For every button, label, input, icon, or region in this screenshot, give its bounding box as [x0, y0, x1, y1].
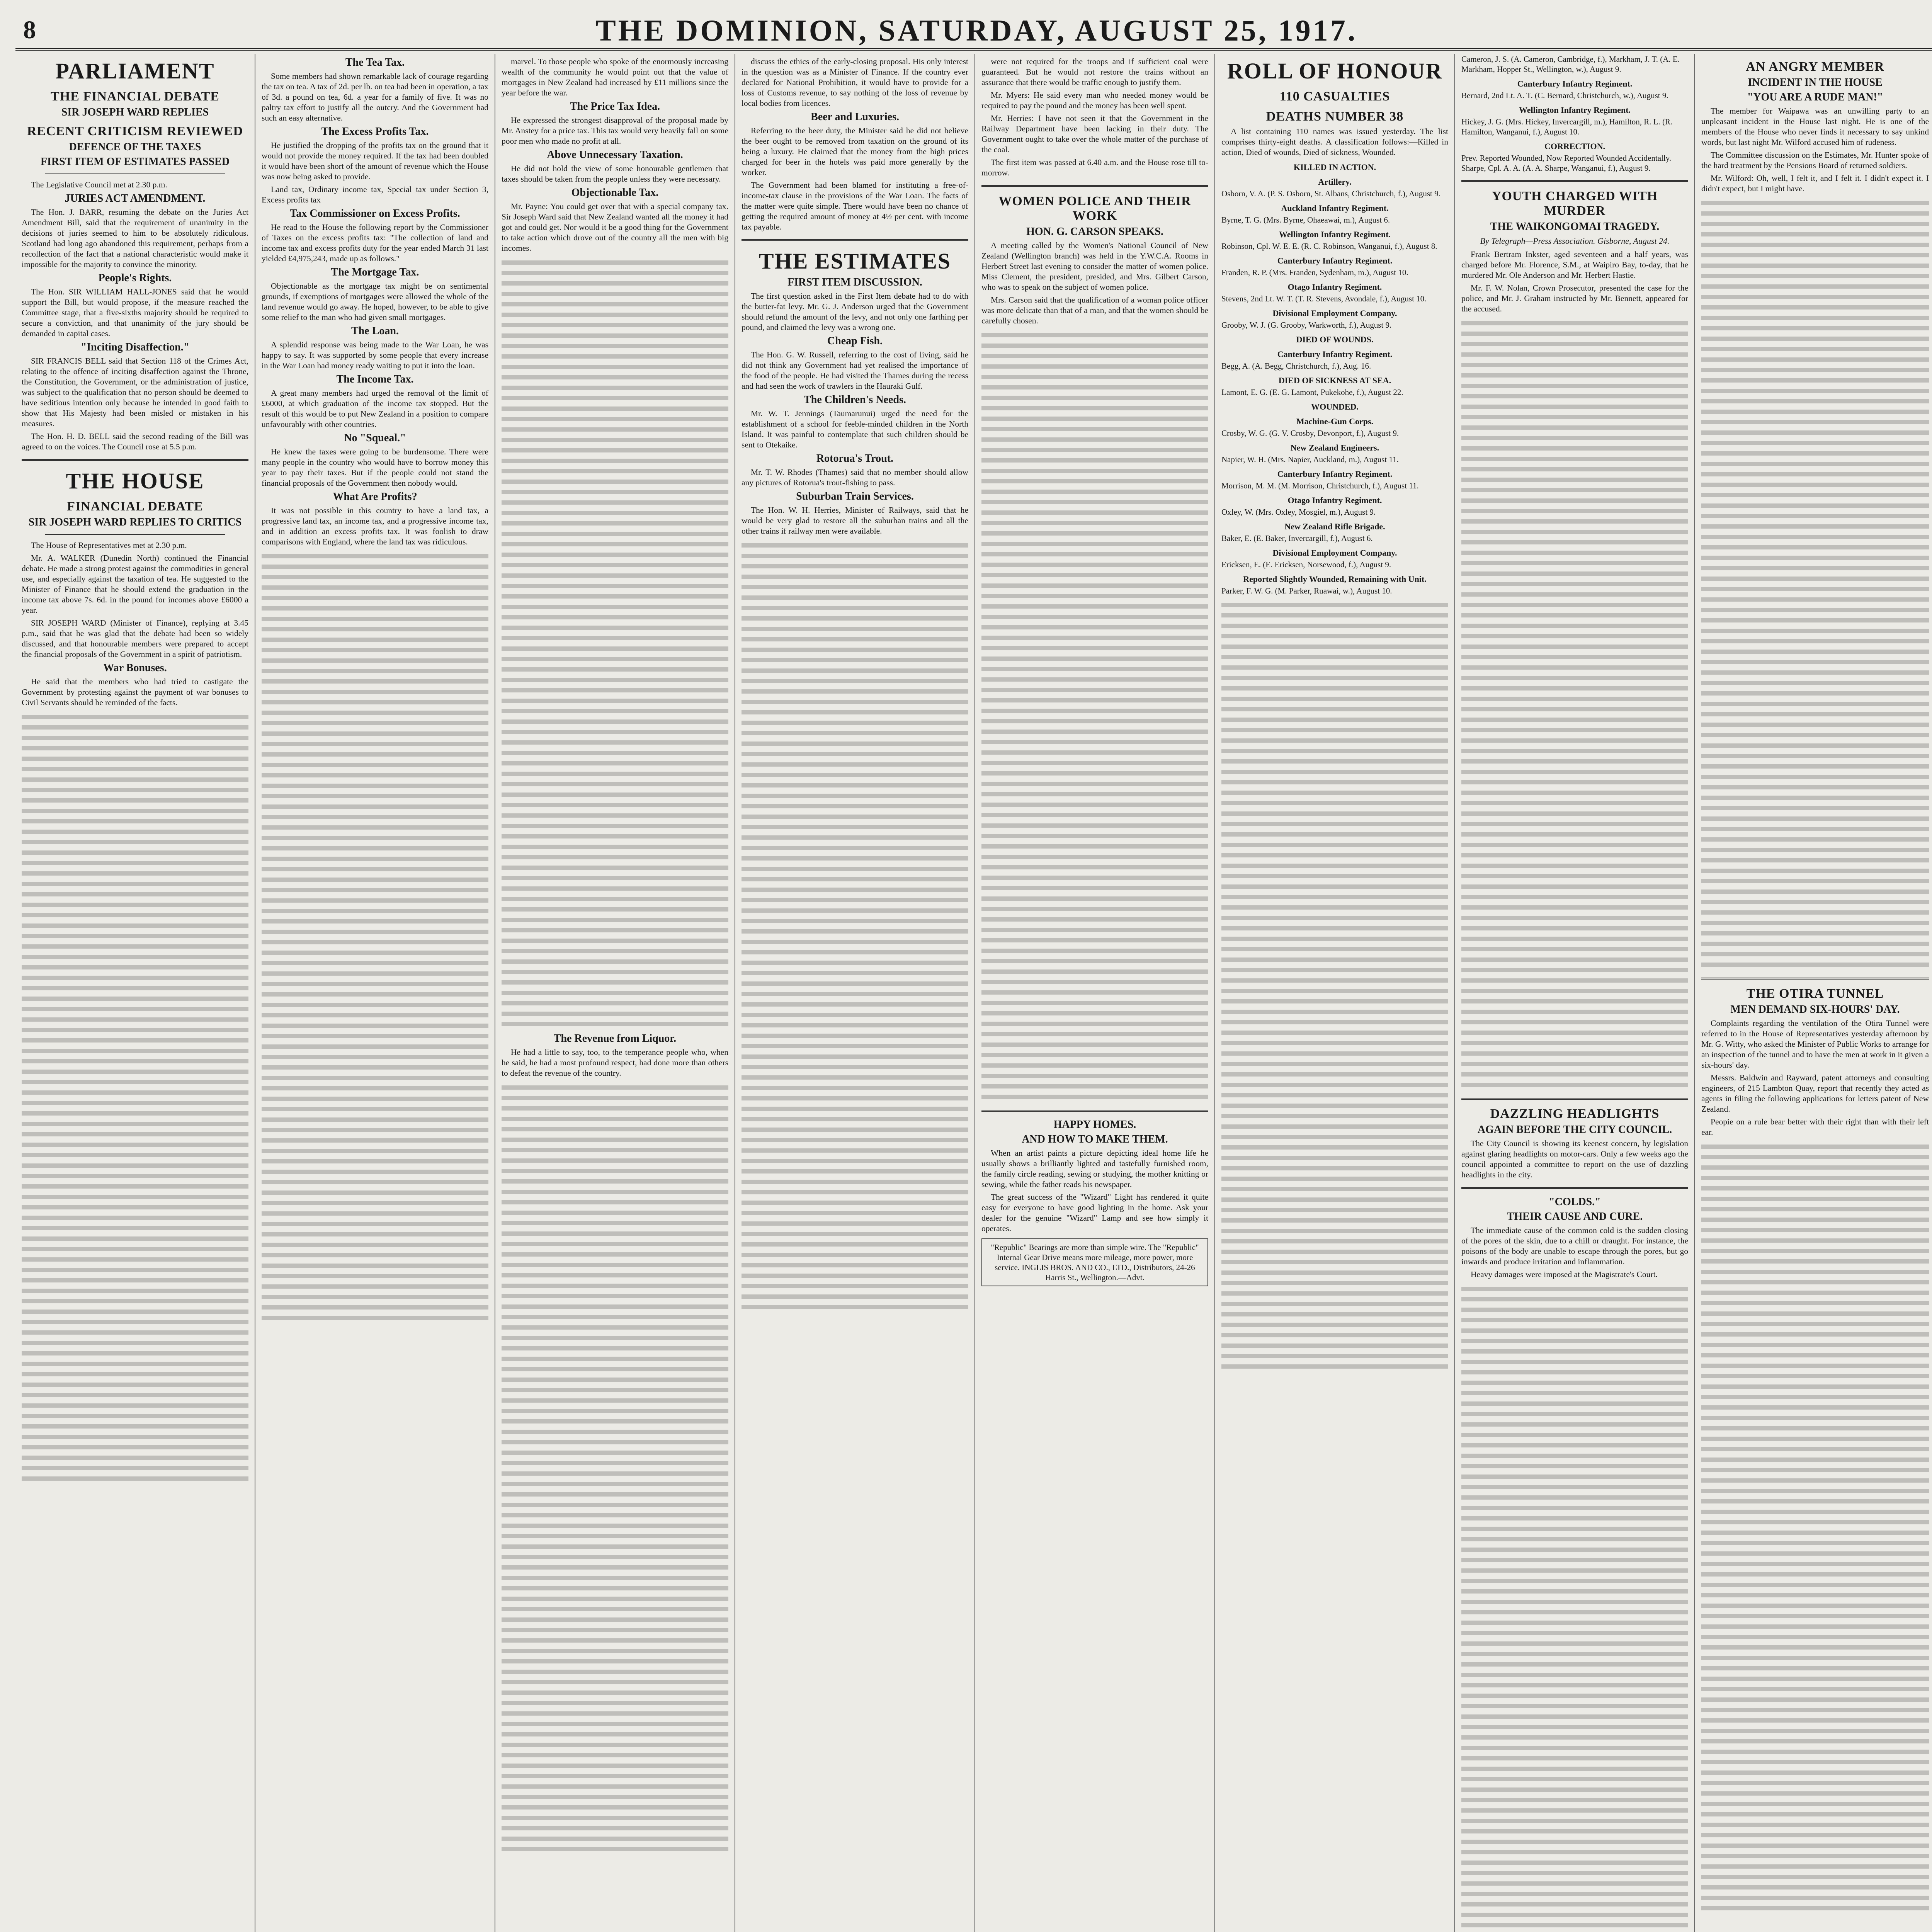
article-paragraph: He justified the dropping of the profits tax on the ground that it would not provide the money required. If the tax had been doubled it would have been short of the amount of revenue which the House was now being asked to provide.: [262, 141, 488, 181]
headline-women-police: WOMEN POLICE AND THEIR WORK: [998, 194, 1191, 223]
divider: [45, 534, 225, 535]
casualty-entry: Prev. Reported Wounded, Now Reported Wounded Accidentally. Sharpe, Cpl. A. A. (A. A. Sharpe, Wanganui, f.), August 9.: [1461, 153, 1672, 173]
article-paragraph: The Hon. J. BARR, resuming the debate on the Juries Act Amendment Bill, said that the requirement of unanimity in the decisions of juries seemed to him to be absolutely ridiculous. Scotland had long ago abandoned this requirement, perhaps from a recollection of the fact that a national characteristic would make it impossible for the majority to convince the minority.: [22, 207, 248, 269]
unit-head: Artillery.: [1318, 177, 1352, 187]
subhead-mortgage-tax: The Mortgage Tax.: [331, 266, 419, 278]
headline-parliament: PARLIAMENT: [55, 58, 215, 83]
subhead-what-are-profits: What Are Profits?: [333, 491, 417, 503]
headline-colds: "COLDS.": [1549, 1196, 1601, 1208]
article-paragraph: The Hon. G. W. Russell, referring to the cost of living, said he did not think any Government had yet realised the importance of the food of the people. He had visited the Thames during the recess and had seen the work of trawlers in the Hauraki Gulf.: [742, 350, 968, 391]
casualty-entry: Oxley, W. (Mrs. Oxley, Mosgiel, m.), August 9.: [1221, 507, 1376, 517]
subhead-income-tax: The Income Tax.: [336, 373, 414, 385]
article-paragraph: The Hon. W. H. Herries, Minister of Railways, said that he would be very glad to restore all the suburban trains and all the other trains if railway men were available.: [742, 505, 968, 536]
page-number: 8: [23, 16, 36, 44]
article-paragraph: The Legislative Council met at 2.30 p.m.: [31, 180, 167, 189]
section-died-sea: DIED OF SICKNESS AT SEA.: [1278, 376, 1391, 385]
divider: [981, 1110, 1208, 1112]
article-paragraph: He read to the House the following report by the Commissioner of Taxes on the excess profits tax: "The collection of land and income tax and excess profits duty for the year ended March 31 last yielded £4,975,243, made up as follows.": [262, 223, 488, 263]
headline-roll-of-honour: ROLL OF HONOUR: [1227, 58, 1443, 83]
article-paragraph: The first question asked in the First Item debate had to do with the butter-fat levy. Mr. G. J. Anderson urged that the Government should refund the amount of the levy, and not only one farthing per pound, and claimed the levy was a wrong one.: [742, 291, 968, 332]
divider: [1461, 1098, 1688, 1100]
unit-head: New Zealand Engineers.: [1290, 443, 1379, 452]
subhead-casualties: 110 CASUALTIES: [1279, 89, 1390, 104]
article-paragraph: The great success of the "Wizard" Light has rendered it quite easy for everyone to have good lighting in the home. Ask your dealer for the genuine "Wizard" Lamp and see how simply it operates.: [981, 1192, 1208, 1233]
subhead-carson-speaks: HON. G. CARSON SPEAKS.: [1026, 226, 1163, 238]
section-correction: CORRECTION.: [1544, 141, 1605, 151]
column-4: [735, 54, 975, 1932]
text-block: [1461, 318, 1688, 1091]
article-paragraph: He expressed the strongest disapproval of the proposal made by Mr. Anstey for a price tax. This tax would very heavily fall on some poor men who made no profit at all.: [502, 116, 728, 146]
subhead-defence: DEFENCE OF THE TAXES: [69, 141, 201, 153]
divider: [45, 173, 225, 174]
casualty-entry: Begg, A. (A. Begg, Christchurch, f.), Aug. 16.: [1221, 361, 1371, 371]
article-paragraph: were not required for the troops and if sufficient coal were guaranteed. But he would not restore the trains without an assurance that there would be traffic enough to justify them.: [981, 57, 1208, 87]
casualty-entry: Stevens, 2nd Lt. W. T. (T. R. Stevens, Avondale, f.), August 10.: [1221, 294, 1427, 303]
article-paragraph: Mr. F. W. Nolan, Crown Prosecutor, presented the case for the police, and Mr. J. Graham instructed by Mr. Bennett, appeared for the accused.: [1461, 283, 1688, 313]
article-paragraph: Frank Bertram Inkster, aged seventeen and a half years, was charged before Mr. Florence, S.M., at Waipiro Bay, to-day, that he murdered Mr. Ole Anderson and Mr. Herbert Hastie.: [1461, 250, 1688, 280]
subhead-objectionable-tax: Objectionable Tax.: [571, 187, 659, 199]
casualty-entry: Baker, E. (E. Baker, Invercargill, f.), August 6.: [1221, 534, 1373, 543]
text-block: [1701, 1141, 1929, 1914]
subhead-tax-commissioner: Tax Commissioner on Excess Profits.: [290, 207, 460, 219]
subhead-inciting: "Inciting Disaffection.": [80, 341, 190, 353]
unit-head: Divisional Employment Company.: [1272, 308, 1397, 318]
article-paragraph: He said that the members who had tried to castigate the Government by protesting against the payment of war bonuses to Civil Servants should be reminded of the facts.: [22, 677, 248, 707]
article-paragraph: SIR FRANCIS BELL said that Section 118 of the Crimes Act, relating to the offence of inciting disaffection against the Throne, the Constitution, the Government, or the administration of justice, was subject to the qualification that no person should be deemed to have seditious intention only because he intended in good faith to show that His Majesty had been misled or mistaken in his measures.: [22, 356, 248, 428]
article-paragraph: Mr. W. T. Jennings (Taumarunui) urged the need for the establishment of a school for feeble-minded children in the North Island. It was painful to contemplate that such children should be sent to Otekaike.: [742, 409, 968, 449]
section-wounded: WOUNDED.: [1311, 402, 1359, 412]
casualty-entry: Hickey, J. G. (Mrs. Hickey, Invercargill, m.), Hamilton, R. L. (R. Hamilton, Wanganui, f.), August 10.: [1461, 117, 1673, 136]
headline-angry-member: AN ANGRY MEMBER: [1746, 60, 1884, 74]
article-paragraph: Mr. A. WALKER (Dunedin North) continued the Financial debate. He made a strong protest against the commodities in general use, and especially against the taxation of tea. He suggested to the Minister of Finance that he should extend the graduation in the income tax above 7s. 6d. in the pound for incomes above £6000 a year.: [22, 553, 248, 615]
casualty-entry: Byrne, T. G. (Mrs. Byrne, Ohaeawai, m.), August 6.: [1221, 215, 1390, 224]
article-paragraph: Mr. T. W. Rhodes (Thames) said that no member should allow any pictures of Rotorua's trout-fishing to pass.: [742, 468, 968, 487]
subhead-war-bonuses: War Bonuses.: [103, 662, 167, 674]
masthead: [15, 12, 1932, 51]
article-paragraph: Peopie on a rule bear better with their right than with their left ear.: [1701, 1117, 1929, 1137]
subhead-first-item: FIRST ITEM OF ESTIMATES PASSED: [40, 156, 230, 168]
casualty-entry: Morrison, M. M. (M. Morrison, Christchurch, f.), August 11.: [1221, 481, 1419, 490]
article-paragraph: A list containing 110 names was issued yesterday. The list comprises thirty-eight deaths. A classification follows:—Killed in action, Died of wounds, Died of sickness, Wounded.: [1221, 127, 1448, 157]
subhead-excess-profits: The Excess Profits Tax.: [321, 126, 429, 138]
text-block: [502, 1082, 728, 1855]
section-killed: KILLED IN ACTION.: [1293, 162, 1376, 172]
subhead-beer-luxuries: Beer and Luxuries.: [811, 111, 899, 123]
subhead-childrens-needs: The Children's Needs.: [804, 394, 906, 406]
casualty-entry: Robinson, Cpl. W. E. E. (R. C. Robinson, Wanganui, f.), August 8.: [1221, 242, 1437, 251]
article-paragraph: He had a little to say, too, to the temperance people who, when he said, he had a most profound respect, had done more than others to defeat the revenue of the country.: [502, 1048, 728, 1078]
subhead-ward-replies: SIR JOSEPH WARD REPLIES: [61, 106, 209, 118]
headline-financial-debate-2: FINANCIAL DEBATE: [67, 499, 203, 514]
article-paragraph: Some members had shown remarkable lack of courage regarding the tax on tea. A tax of 2d. per lb. on tea had been in operation, a tax of 3d. a pound on tea, 6d. a year for a family of five. It was no paltry tax effort to justify all the outcry. And the Government had such an easy alternative.: [262, 71, 488, 122]
casualty-entry: Osborn, V. A. (P. S. Osborn, St. Albans, Christchurch, f.), August 9.: [1221, 189, 1440, 198]
article-paragraph: A splendid response was being made to the War Loan, he was happy to say. It was supported by some people that every increase in the War Loan had money ready waiting to put it into the loan.: [262, 340, 488, 370]
article-paragraph: Mr. Wilford: Oh, well, I felt it, and I felt it. I didn't expect it. I didn't expect, but I might have.: [1701, 173, 1929, 193]
headline-the-house: THE HOUSE: [66, 468, 204, 493]
text-block: [1701, 198, 1929, 971]
subhead-incident: INCIDENT IN THE HOUSE: [1748, 77, 1883, 88]
divider: [981, 185, 1208, 187]
subhead-loan: The Loan.: [351, 325, 399, 337]
article-paragraph: The Government had been blamed for instituting a free-of-income-tax clause in the provisions of the War Loan. The facts of the matter were quite simple. There would have been no chance of getting the required amount of money at 4½ per cent. with income tax payable.: [742, 180, 968, 231]
article-paragraph: Mrs. Carson said that the qualification of a woman police officer was more delicate than that of a man, and that the women should be carefully chosen.: [981, 295, 1208, 325]
article-paragraph: The City Council is showing its keenest concern, by legislation against glaring headlights on motor-cars. Only a few weeks ago the council appointed a committee to report on the use of dazzling headlights in the city.: [1461, 1139, 1688, 1179]
column-3: [495, 54, 735, 1932]
headline-otira-tunnel: THE OTIRA TUNNEL: [1746, 986, 1884, 1001]
casualty-entry: Franden, R. P. (Mrs. Franden, Sydenham, m.), August 10.: [1221, 268, 1408, 277]
subhead-suburban-trains: Suburban Train Services.: [796, 490, 914, 502]
divider: [1461, 180, 1688, 182]
unit-head: Auckland Infantry Regiment.: [1281, 203, 1389, 213]
article-paragraph: discuss the ethics of the early-closing proposal. His only interest in the question was as a Minister of Finance. If the country ever declared for National Prohibition, it would have to provide for a loss of Customs revenue, to say nothing of the loss of revenue by local bodies from licences.: [742, 57, 968, 108]
casualty-entry: Lamont, E. G. (E. G. Lamont, Pukekohe, f.), August 22.: [1221, 388, 1403, 397]
column-2: [255, 54, 495, 1932]
subhead-peoples-rights: People's Rights.: [98, 272, 172, 284]
unit-head: Otago Infantry Regiment.: [1287, 282, 1382, 292]
subhead-cheap-fish: Cheap Fish.: [827, 335, 883, 347]
masthead-title: THE DOMINION, SATURDAY, AUGUST 25, 1917.: [595, 14, 1358, 47]
columns: [15, 54, 1932, 1932]
casualty-entry: Ericksen, E. (E. Ericksen, Norsewood, f.), August 9.: [1221, 560, 1391, 569]
section-died-wounds: DIED OF WOUNDS.: [1296, 335, 1374, 344]
article-paragraph: It was not possible in this country to have a land tax, a progressive land tax, an income tax, and a progressive income tax, and in addition an excess profits tax. It was foolish to draw comparisons with England, where the land tax was ridiculous.: [262, 506, 488, 546]
casualty-entry: Napier, W. H. (Mrs. Napier, Auckland, m.), August 11.: [1221, 455, 1399, 464]
subhead-how-to-make: AND HOW TO MAKE THEM.: [1022, 1133, 1168, 1145]
column-8: [1695, 54, 1932, 1932]
headline-financial-debate: THE FINANCIAL DEBATE: [51, 89, 219, 104]
article-paragraph: Heavy damages were imposed at the Magistrate's Court.: [1471, 1270, 1658, 1279]
article-paragraph: Referring to the beer duty, the Minister said he did not believe the beer ought to be removed from taxation on the ground of its being a luxury. He claimed that the money from the high prices charged for beer in the hotels was paid more generally by the worker.: [742, 126, 968, 177]
subhead-cause-cure: THEIR CAUSE AND CURE.: [1507, 1211, 1643, 1223]
subhead-first-item-discussion: FIRST ITEM DISCUSSION.: [787, 276, 922, 288]
article-paragraph: A great many members had urged the removal of the limit of £6000, at which graduation of the income tax stopped. But the result of this would be to put New Zealand in a position to compare unfavourably with other countries.: [262, 388, 488, 429]
divider: [1461, 1187, 1688, 1189]
subhead-unnecessary-taxation: Above Unnecessary Taxation.: [547, 149, 683, 161]
article-paragraph: The Hon. H. D. BELL said the second reading of the Bill was agreed to on the voices. The Council rose at 5.5 p.m.: [22, 432, 248, 451]
article-paragraph: He did not hold the view of some honourable gentlemen that taxes should be taken from the people unless they were necessary.: [502, 164, 728, 184]
article-paragraph: Complaints regarding the ventilation of the Otira Tunnel were referred to in the House of Representatives yesterday afternoon by Mr. G. Witty, who asked the Minister of Public Works to arrange for an inspection of the tunnel and to have the men at work in it given a six-hours' day.: [1701, 1019, 1929, 1070]
column-1: [15, 54, 255, 1932]
article-paragraph: The first item was passed at 6.40 a.m. and the House rose till to-morrow.: [981, 158, 1208, 177]
divider: [1701, 978, 1929, 980]
headline-dazzling-headlights: DAZZLING HEADLIGHTS: [1490, 1107, 1660, 1121]
divider: [742, 239, 968, 241]
headline-youth-murder: YOUTH CHARGED WITH MURDER: [1492, 189, 1658, 218]
article-paragraph: Mr. Myers: He said every man who needed money would be required to pay the pound and the money has been well spent.: [981, 90, 1208, 110]
casualty-entry: Crosby, W. G. (G. V. Crosby, Devonport, f.), August 9.: [1221, 429, 1399, 438]
unit-head: Reported Slightly Wounded, Remaining with Unit.: [1243, 574, 1427, 584]
text-block: [502, 257, 728, 1030]
subhead-no-squeal: No "Squeal.": [344, 432, 406, 444]
headline-estimates: THE ESTIMATES: [759, 248, 951, 274]
unit-head: Otago Infantry Regiment.: [1287, 495, 1382, 505]
subhead-ward-replies-critics: SIR JOSEPH WARD REPLIES TO CRITICS: [28, 516, 242, 528]
unit-head: Machine-Gun Corps.: [1296, 417, 1374, 426]
unit-head: New Zealand Rifle Brigade.: [1284, 522, 1385, 531]
article-paragraph: The Committee discussion on the Estimates, Mr. Hunter spoke of the hard treatment by the Pensions Board of returned soldiers.: [1701, 150, 1929, 170]
subhead-criticism: RECENT CRITICISM REVIEWED: [27, 124, 243, 138]
subhead-tragedy: THE WAIKONGOMAI TRAGEDY.: [1490, 221, 1660, 233]
article-paragraph: Mr. Herries: I have not seen it that the Government in the Railway Department have been lacking in their duty. The Government ought to take over the whole matter of the purchase of the coal.: [981, 114, 1208, 154]
column-6: [1215, 54, 1455, 1932]
tax-table: Land tax, Ordinary income tax, Special tax under Section 3, Excess profits tax: [262, 185, 488, 204]
article-paragraph: The House of Representatives met at 2.30 p.m.: [31, 541, 187, 550]
subhead-liquor-revenue: The Revenue from Liquor.: [553, 1032, 677, 1044]
subhead-price-tax: The Price Tax Idea.: [570, 100, 660, 112]
column-5: [975, 54, 1215, 1932]
article-paragraph: marvel. To those people who spoke of the enormously increasing wealth of the community he would point out that the value of mortgages in New Zealand had increased by £11 millions since the year before the war.: [502, 57, 728, 97]
headline-happy-homes: HAPPY HOMES.: [1053, 1119, 1136, 1131]
advertisement-republic: "Republic" Bearings are more than simple wire. The "Republic" Internal Gear Drive means more mileage, more power, more service. INGLIS BROS. AND CO., LTD., Distributors, 24-26 Harris St., Wellington.—Advt.: [981, 1238, 1208, 1286]
subhead-city-council: AGAIN BEFORE THE CITY COUNCIL.: [1477, 1124, 1672, 1136]
article-paragraph: A meeting called by the Women's National Council of New Zealand (Wellington branch) was held in the Y.W.C.A. Rooms in Herbert Street last evening to consider the matter of women police. Miss Clement, the president, presided, and Mrs. Gilbert Carson, who was to speak on the subject of women police.: [981, 241, 1208, 292]
text-block: [742, 540, 968, 1313]
unit-head: Canterbury Infantry Regiment.: [1517, 79, 1633, 88]
unit-head: Canterbury Infantry Regiment.: [1277, 256, 1393, 265]
unit-head: Canterbury Infantry Regiment.: [1277, 469, 1393, 479]
article-paragraph: The Hon. SIR WILLIAM HALL-JONES said that he would support the Bill, but would propose, if the measure reached the Committee stage, that a five-sixths majority should be required to secure a conviction, and that unanimity of the jury should be demanded in capital cases.: [22, 287, 248, 338]
casualty-entry: Bernard, 2nd Lt. A. T. (C. Bernard, Christchurch, w.), August 9.: [1461, 91, 1668, 100]
subhead-rude-man: "YOU ARE A RUDE MAN!": [1747, 91, 1883, 103]
article-paragraph: Mr. Payne: You could get over that with a special company tax. Sir Joseph Ward said that New Zealand wanted all the money it had got and could get. Nor would it be a good thing for the Government to take action which drove out of the country all the men with big incomes.: [502, 202, 728, 253]
casualty-entry: Parker, F. W. G. (M. Parker, Ruawai, w.), August 10.: [1221, 586, 1392, 595]
casualty-entry: Grooby, W. J. (G. Grooby, Warkworth, f.), August 9.: [1221, 320, 1392, 330]
article-paragraph: Messrs. Baldwin and Rayward, patent attorneys and consulting engineers, of 215 Lambton Quay, report that recently they acted as agents in filing the following applications for letters patent of New Zealand.: [1701, 1073, 1929, 1114]
subhead-deaths: DEATHS NUMBER 38: [1266, 109, 1404, 124]
article-paragraph: When an artist paints a picture depicting ideal home life he usually shows a brilliantly lighted and tastefully furnished room, the family circle reading, sewing or studying, the mother knitting or sewing, while the father reads his newspaper.: [981, 1148, 1208, 1189]
casualty-entry: Cameron, J. S. (A. Cameron, Cambridge, f.), Markham, J. T. (A. E. Markham, Hopper St., Wellington, w.), August 9.: [1461, 54, 1680, 74]
article-paragraph: SIR JOSEPH WARD (Minister of Finance), replying at 3.45 p.m., said that he was glad that the debate had been so widely discussed, and that honourable members were prepared to accept the financial proposals of the Government in a spirit of patriotism.: [22, 618, 248, 659]
unit-head: Canterbury Infantry Regiment.: [1277, 349, 1393, 359]
subhead-juries: JURIES ACT AMENDMENT.: [65, 192, 206, 204]
subhead-tea-tax: The Tea Tax.: [345, 56, 405, 68]
text-block: [981, 330, 1208, 1103]
text-block: [1461, 1284, 1688, 1932]
text-block: [1221, 600, 1448, 1372]
unit-head: Divisional Employment Company.: [1272, 548, 1397, 558]
subhead-rotorua-trout: Rotorua's Trout.: [816, 452, 894, 464]
text-block: [262, 551, 488, 1324]
unit-head: Wellington Infantry Regiment.: [1519, 105, 1631, 115]
unit-head: Wellington Infantry Regiment.: [1279, 230, 1391, 239]
text-block: [22, 712, 248, 1485]
subhead-six-hours: MEN DEMAND SIX-HOURS' DAY.: [1730, 1003, 1900, 1015]
article-paragraph: The member for Waipawa was an unwilling party to an unpleasant incident in the House last night. He is one of the members of the House who never finds it necessary to say unkind words, but last night Mr. Wilford accused him of rudeness.: [1701, 106, 1929, 147]
dateline: By Telegraph—Press Association. Gisborne, August 24.: [1480, 236, 1670, 246]
article-paragraph: The immediate cause of the common cold is the sudden closing of the pores of the skin, due to a chill or draught. For instance, the poisons of the body are unable to escape through the pores, but go inwards and produce irritation and inflammation.: [1461, 1226, 1688, 1266]
column-7: [1455, 54, 1695, 1932]
article-paragraph: Objectionable as the mortgage tax might be on sentimental grounds, if exemptions of mortgages were allowed the whole of the land revenue would go away. He hoped, however, to be able to give some relief to the man who had given small mortgages.: [262, 281, 488, 322]
divider: [22, 459, 248, 461]
article-paragraph: He knew the taxes were going to be burdensome. There were many people in the country who would have to borrow money this year to pay their taxes. But if the people could not stand the financial proposals of the Government then nobody would.: [262, 447, 488, 488]
